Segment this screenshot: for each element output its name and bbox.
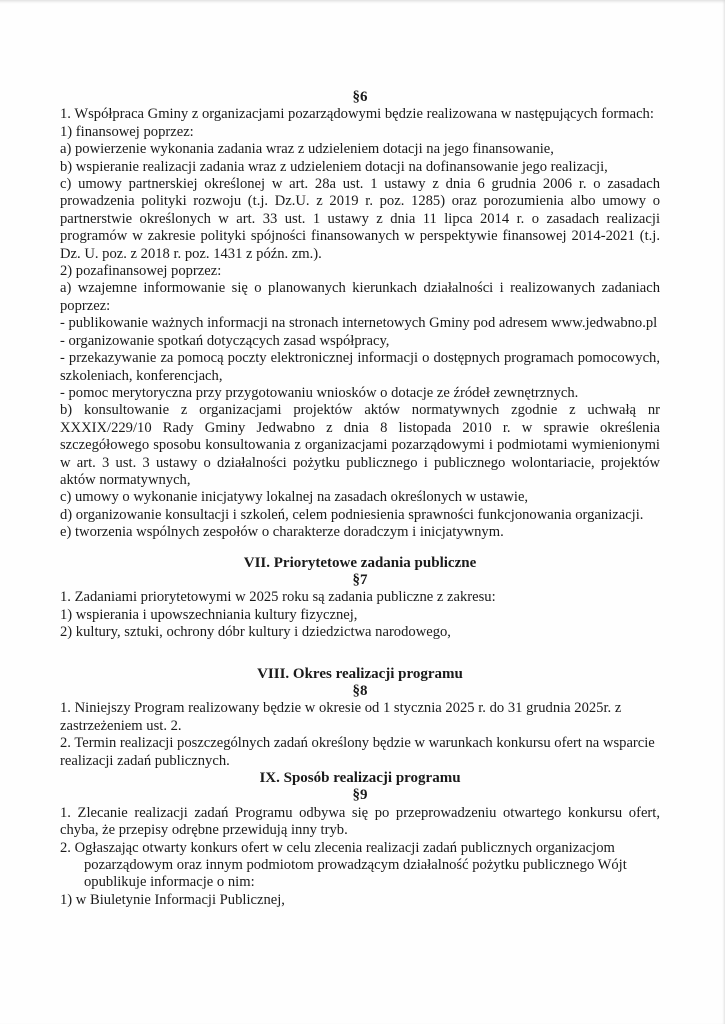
section-7-paragraph-1: 1. Zadaniami priorytetowymi w 2025 roku są zadania publiczne z zakresu: (60, 589, 496, 606)
section-7-item-2: 2) kultury, sztuki, ochrony dóbr kultury i dziedzictwa narodowego, (60, 624, 451, 641)
section-6-dash-2: - organizowanie spotkań dotyczących zasad współpracy, (60, 332, 390, 349)
section-6-heading: §6 (352, 89, 368, 105)
section-8-paragraph-2: 2. Termin realizacji poszczególnych zadań określony będzie w warunkach konkursu ofert na wsparcie realizacji zadań publicznych. (60, 735, 655, 769)
section-8-heading: §8 (352, 683, 368, 699)
section-6-item-1c: c) umowy partnerskiej określonej w art. 28a ust. 1 ustawy z dnia 6 grudnia 2006 r. o zasadach prowadzenia polityki rozwoju (t.j. Dz.U. z 2019 r. poz. 1285) oraz porozumienia albo umowy o partnerstwie określonych w art. 33 ust. 1 ustawy z dnia 11 lipca 2014 r. o zasadach realizacji programów w zakresie polityki spójności finansowanych w perspektywie finansowej 2014-2021 (t.j. Dz. U. poz. z 2018 r. poz. 1431 z późn. zm.). (60, 176, 660, 262)
section-6-item-2c: c) umowy o wykonanie inicjatywy lokalnej na zasadach określonych w ustawie, (60, 489, 529, 506)
section-6-dash-1: - publikowanie ważnych informacji na stronach internetowych Gminy pod adresem www.jedwabno.pl (60, 315, 658, 332)
section-6-item-2b: b) konsultowanie z organizacjami projektów aktów normatywnych zgodnie z uchwałą nr XXXIX/229/10 Rady Gminy Jedwabno z dnia 8 listopada 2010 r. w sprawie określenia szczegółowego sposobu konsultowania z organizacjami pozarządowymi i podmiotami wymienionymi w art. 3 ust. 3 ustawy o działalności pożytku publicznego i publicznego wolontariacie, projektów aktów normatywnych, (60, 402, 660, 488)
section-6-item-2e: e) tworzenia wspólnych zespołów o charakterze doradczym i inicjatywnym. (60, 524, 504, 541)
section-7-item-1: 1) wspierania i upowszechniania kultury fizycznej, (60, 606, 358, 623)
section-6-item-1a: a) powierzenie wykonania zadania wraz z udzieleniem dotacji na jego finansowanie, (60, 141, 554, 158)
section-9-item-1: 1) w Biuletynie Informacji Publicznej, (60, 891, 285, 908)
section-6-dash-4: - pomoc merytoryczna przy przygotowaniu wniosków o dotacje ze źródeł zewnętrznych. (60, 384, 579, 401)
section-8-paragraph-1: 1. Niniejszy Program realizowany będzie w okresie od 1 stycznia 2025 r. do 31 grudnia 2025r. z zastrzeżeniem ust. 2. (60, 700, 622, 734)
section-6-paragraph-1: 1. Współpraca Gminy z organizacjami pozarządowymi będzie realizowana w następujących formach: (60, 106, 654, 123)
section-6-item-1: 1) finansowej poprzez: (60, 123, 194, 140)
section-9-heading: §9 (352, 787, 368, 804)
section-6-item-2: 2) pozafinansowej poprzez: (60, 263, 222, 280)
document-content (60, 89, 660, 909)
chapter-8-title: VIII. Okres realizacji programu (257, 665, 463, 682)
chapter-9-title: IX. Sposób realizacji programu (259, 770, 461, 787)
section-7-heading: §7 (352, 571, 368, 588)
section-6-dash-3: - przekazywanie za pomocą poczty elektronicznej informacji o dostępnych programach pomocowych, szkoleniach, konferencjach, (60, 350, 660, 384)
section-9-paragraph-2: 2. Ogłaszając otwarty konkurs ofert w celu zlecenia realizacji zadań publicznych organizacjom pozarządowym oraz innym podmiotom prowadzącym działalność pożytku publicznego Wójt opublikuje informacje o nim: (60, 839, 627, 891)
section-6-item-1b: b) wspieranie realizacji zadania wraz z udzieleniem dotacji na dofinansowanie jego realizacji, (60, 158, 608, 175)
chapter-7-title: VII. Priorytetowe zadania publiczne (243, 554, 477, 571)
section-9-paragraph-1: 1. Zlecanie realizacji zadań Programu odbywa się po przeprowadzeniu otwartego konkursu ofert, chyba, że przepisy odrębne przewidują inny tryb. (60, 804, 660, 839)
section-6-item-2d: d) organizowanie konsultacji i szkoleń, celem podniesienia sprawności funkcjonowania organizacji. (60, 506, 644, 523)
section-6-item-2a: a) wzajemne informowanie się o planowanych kierunkach działalności i realizowanych zadaniach poprzez: (60, 280, 660, 314)
